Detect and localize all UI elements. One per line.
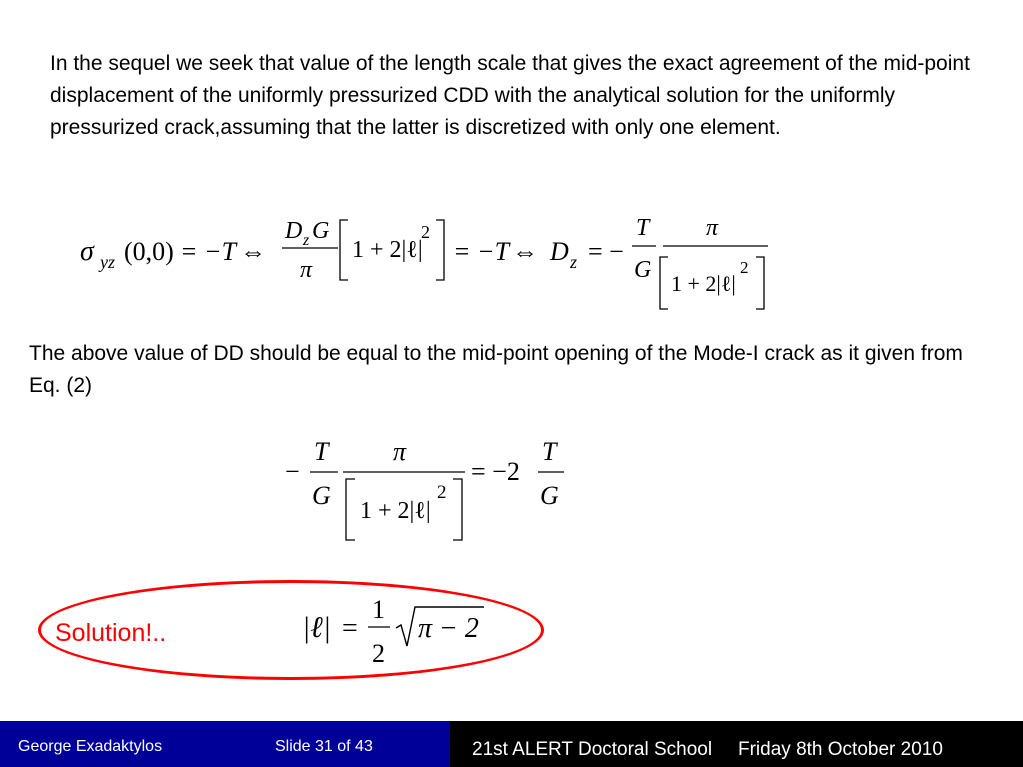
eq2-minus: − (285, 457, 300, 486)
eq1-iff2: ⇔ (512, 237, 538, 266)
eq1-sigma: σ (80, 236, 94, 267)
eq2-eq-rhs: = −2 (471, 457, 520, 486)
eq3-den: 2 (372, 639, 385, 668)
eq1-arg: (0,0) (124, 237, 174, 266)
footer-slide-number: Slide 31 of 43 (275, 738, 373, 755)
footer-right-band (450, 721, 1023, 767)
eq2-den-bracket-left (346, 479, 355, 540)
eq1-eq-neg-t2: = −T (453, 237, 510, 266)
eq1-bracket-left (340, 220, 348, 280)
mode-i-paragraph: The above value of DD should be equal to the mid-point opening of the Mode-I crack as it given from Eq. (2) (29, 342, 963, 397)
eq1-frac-num-sub: z (303, 232, 310, 249)
footer-date: Friday 8th October 2010 (738, 739, 943, 760)
eq1-bracket-right (436, 220, 444, 280)
eq1-bracket-body: 1 + 2|ℓ| (352, 237, 423, 263)
eq1-eq-minus: = − (588, 237, 624, 266)
eq1-den-body: 1 + 2|ℓ| (671, 271, 736, 296)
solution-label: Solution!.. (55, 619, 167, 647)
eq1-frac-num-g: G (312, 218, 330, 244)
eq2-den-body: 1 + 2|ℓ| (360, 498, 431, 524)
eq2-g: G (312, 481, 331, 510)
eq2-den-bracket-right (453, 479, 462, 540)
eq2-t: T (314, 437, 329, 466)
eq3-eq: = (342, 613, 358, 644)
eq2-den-exp: 2 (437, 482, 447, 503)
equation-mode-i-opening (285, 432, 585, 547)
eq2-pi: π (393, 437, 407, 466)
footer-author: George Exadaktylos (18, 738, 163, 755)
eq1-den-exp: 2 (740, 258, 749, 277)
eq2-rhs-g: G (540, 481, 559, 510)
equation-dd-relation (80, 205, 780, 315)
eq1-g: G (634, 257, 652, 283)
eq1-frac-den: π (300, 257, 313, 283)
eq1-pi: π (706, 215, 719, 241)
eq1-den-bracket-right (756, 257, 764, 309)
footer-event: 21st ALERT Doctoral School (472, 739, 713, 760)
equation-solution (302, 592, 502, 672)
slide-footer (0, 721, 1023, 767)
eq1-d-sub: z (570, 252, 578, 272)
eq1-eq-neg-t: = −T (180, 237, 237, 266)
eq3-lhs: |ℓ| (302, 611, 331, 644)
eq3-radicand: π − 2 (418, 613, 479, 644)
eq3-num: 1 (372, 595, 385, 624)
eq1-den-bracket-left (660, 257, 668, 309)
eq1-exp: 2 (421, 222, 430, 242)
eq1-sigma-sub: yz (100, 252, 115, 272)
eq1-iff1: ⇔ (240, 237, 266, 266)
eq2-rhs-t: T (542, 437, 557, 466)
eq1-d: D (550, 237, 569, 266)
eq1-t: T (636, 215, 650, 241)
footer-left-band (0, 721, 450, 767)
eq1-frac-num: D (285, 218, 303, 244)
intro-paragraph: In the sequel we seek that value of the length scale that gives the exact agreement of the mid-point displacement of the uniformly pressurized CDD with the analytical solution for the uniformly pressurized crack,assuming that the latter is discretized with only one element. (50, 52, 970, 139)
